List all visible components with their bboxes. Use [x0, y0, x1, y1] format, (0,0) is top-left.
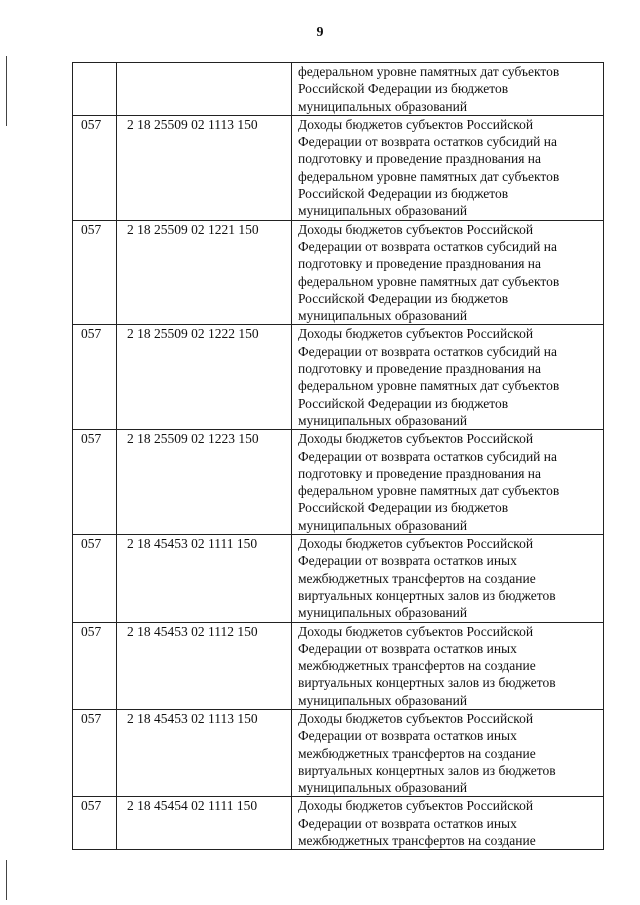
description-line: подготовку и проведение празднования на — [298, 465, 542, 481]
budget-code-cell — [117, 63, 292, 116]
description-cell — [292, 115, 604, 220]
table-row — [73, 220, 604, 325]
description-line: межбюджетных трансфертов на создание — [298, 745, 536, 761]
table-row — [73, 709, 604, 796]
description-line: муниципальных образований — [298, 780, 468, 796]
admin-code-cell — [73, 63, 117, 116]
description-cell — [292, 325, 604, 430]
description-line: Российской Федерации из бюджетов — [298, 500, 509, 516]
description-line: межбюджетных трансфертов на создание — [298, 570, 536, 586]
description-line: муниципальных образований — [298, 692, 468, 708]
description-line: Российской Федерации из бюджетов — [298, 290, 509, 306]
description-line: муниципальных образований — [298, 412, 468, 428]
description-line: федеральном уровне памятных дат субъектов — [298, 168, 560, 184]
description-cell — [292, 797, 604, 850]
description-line: межбюджетных трансфертов на создание — [298, 833, 536, 849]
budget-code-cell: 2 18 25509 02 1221 150 — [117, 220, 292, 325]
description-line: федеральном уровне памятных дат субъектов — [298, 378, 560, 394]
table-row — [73, 622, 604, 709]
description-line: Доходы бюджетов субъектов Российской — [298, 431, 534, 447]
description-line: Доходы бюджетов субъектов Российской — [298, 326, 534, 342]
description-line: виртуальных концертных залов из бюджетов — [298, 762, 556, 778]
description-cell — [292, 63, 604, 116]
description-line: Доходы бюджетов субъектов Российской — [298, 221, 534, 237]
description-line: Федерации от возврата остатков субсидий на — [298, 134, 557, 150]
admin-code-cell: 057 — [73, 535, 117, 622]
description-line: Российской Федерации из бюджетов — [298, 395, 509, 411]
budget-code-cell: 2 18 45453 02 1112 150 — [117, 622, 292, 709]
description-cell — [292, 535, 604, 622]
budget-code-cell: 2 18 25509 02 1223 150 — [117, 430, 292, 535]
description-line: Федерации от возврата остатков иных — [298, 553, 517, 569]
description-line: виртуальных концертных залов из бюджетов — [298, 675, 556, 691]
description-line: Федерации от возврата остатков субсидий на — [298, 448, 557, 464]
table-row — [73, 325, 604, 430]
description-line: Федерации от возврата остатков субсидий на — [298, 238, 557, 254]
description-line: виртуальных концертных залов из бюджетов — [298, 587, 556, 603]
description-line: подготовку и проведение празднования на — [298, 151, 542, 167]
scan-edge-mark — [6, 56, 7, 126]
description-cell — [292, 430, 604, 535]
admin-code-cell: 057 — [73, 430, 117, 535]
admin-code-cell: 057 — [73, 709, 117, 796]
admin-code-cell: 057 — [73, 115, 117, 220]
budget-code-cell: 2 18 45453 02 1111 150 — [117, 535, 292, 622]
description-line: федеральном уровне памятных дат субъектов — [298, 273, 560, 289]
description-line: Доходы бюджетов субъектов Российской — [298, 710, 534, 726]
admin-code-cell: 057 — [73, 325, 117, 430]
description-line: межбюджетных трансфертов на создание — [298, 658, 536, 674]
description-line: Федерации от возврата остатков иных — [298, 815, 517, 831]
description-line: Доходы бюджетов субъектов Российской — [298, 116, 534, 132]
description-cell — [292, 709, 604, 796]
description-line: Доходы бюджетов субъектов Российской — [298, 798, 534, 814]
revenue-codes-table — [72, 62, 604, 850]
admin-code-cell: 057 — [73, 622, 117, 709]
scan-edge-mark — [6, 860, 7, 900]
description-line: Федерации от возврата остатков иных — [298, 640, 517, 656]
table-row — [73, 535, 604, 622]
description-line: муниципальных образований — [298, 517, 468, 533]
description-line: федеральном уровне памятных дат субъектов — [298, 64, 560, 79]
description-line: Доходы бюджетов субъектов Российской — [298, 536, 534, 552]
page-number: 9 — [316, 25, 324, 40]
table-row — [73, 115, 604, 220]
budget-code-cell: 2 18 45453 02 1113 150 — [117, 709, 292, 796]
budget-code-cell: 2 18 25509 02 1113 150 — [117, 115, 292, 220]
admin-code-cell: 057 — [73, 220, 117, 325]
admin-code-cell: 057 — [73, 797, 117, 850]
description-line: Российской Федерации из бюджетов — [298, 186, 509, 202]
description-cell — [292, 220, 604, 325]
description-line: муниципальных образований — [298, 605, 468, 621]
table-row — [73, 430, 604, 535]
description-line: подготовку и проведение празднования на — [298, 361, 542, 377]
description-line: муниципальных образований — [298, 98, 468, 114]
description-cell — [292, 622, 604, 709]
description-line: муниципальных образований — [298, 308, 468, 324]
description-line: Федерации от возврата остатков субсидий на — [298, 343, 557, 359]
description-line: Российской Федерации из бюджетов — [298, 81, 509, 97]
description-line: Федерации от возврата остатков иных — [298, 728, 517, 744]
table-row — [73, 63, 604, 116]
budget-code-cell: 2 18 45454 02 1111 150 — [117, 797, 292, 850]
description-line: подготовку и проведение празднования на — [298, 256, 542, 272]
table-body — [73, 63, 604, 850]
description-line: Доходы бюджетов субъектов Российской — [298, 623, 534, 639]
description-line: муниципальных образований — [298, 203, 468, 219]
table-row — [73, 797, 604, 850]
budget-code-cell: 2 18 25509 02 1222 150 — [117, 325, 292, 430]
description-line: федеральном уровне памятных дат субъектов — [298, 483, 560, 499]
